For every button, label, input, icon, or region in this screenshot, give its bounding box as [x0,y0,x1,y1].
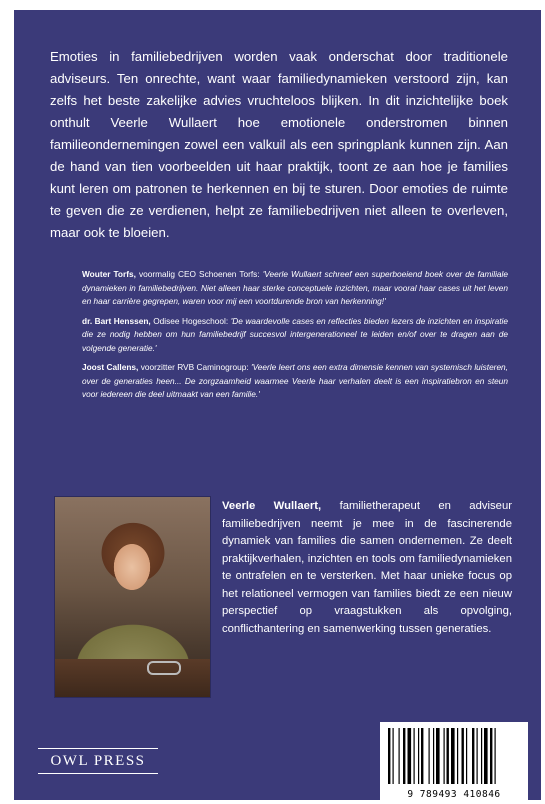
endorser-name: Joost Callens, [82,362,139,372]
endorser-name: Wouter Torfs, [82,269,136,279]
endorser-name: dr. Bart Henssen, [82,315,151,326]
author-photo [54,496,211,698]
endorsement-text: 'Veerle Wullaert schreef een superboeiend boek over de familiale dynamieken in familiebedrijven. Niet alleen haar sterke conceptuele inzichten, maar vooral haar cases uit het leven en haar carrière gegrepen, waren voor mij een voortdurende bron van herkenning!' [82,269,508,306]
back-cover [14,10,541,800]
desk [55,659,210,697]
author-bio-text: familietherapeut en adviseur familiebedrijven neemt je mee in de fascinerende dynamiek van families die samen ondernemen. Ze deelt praktijkverhalen, inzichten en tools om familiedynamieken te ontrafelen en te versterken. Met haar unieke focus op het relationeel vermogen van families biedt ze een nieuw perspectief op vraagstukken als opvolging, conflicthantering en samenwerking tussen generaties. [222,500,512,635]
endorsement-2 [82,315,508,356]
endorser-affiliation: voormalig CEO Schoenen Torfs: [135,269,263,279]
endorsement-1 [82,268,508,309]
endorsement-text: 'Veerle leert ons een extra dimensie kennen van systemisch luisteren, over de generaties heen... De zorgzaamheid waarmee Veerle haar verhalen deelt is een inspiratiebron en steun voor iedereen die deel uitmaakt van een familie.' [82,362,508,399]
barcode-bars [386,728,522,784]
glasses-icon [147,661,181,675]
endorser-affiliation: Odisee Hogeschool: [150,315,231,326]
endorser-affiliation: voorzitter RVB Caminogroup: [138,362,251,372]
blurb-text: Emoties in familiebedrijven worden vaak onderschat door traditionele adviseurs. Ten onrechte, want waar familiedynamieken verstoord zijn, kan zelfs het beste zakelijke advies vruchteloos blijken. In dit inzichtelijke boek onthult Veerle Wullaert hoe emotionele onderstromen binnen familieondernemingen zowel een valkuil als een springplank kunnen zijn. Aan de hand van tien voorbeelden uit haar praktijk, toont ze aan hoe je families kunt leren om patronen te herkennen en bij te sturen. Door emoties de ruimte te geven die ze verdienen, helpt ze familiebedrijven niet alleen te overleven, maar ook te bloeien. [50,49,508,240]
isbn-barcode [380,722,528,804]
author-name: Veerle Wullaert, [222,500,322,512]
isbn-digits: 9 789493 410846 [407,789,501,800]
author-bio [222,498,512,638]
endorsement-text: 'De waardevolle cases en reflecties bieden lezers de inzichten en inspiratie die ze nodig hebben om hun familiebedrijf succesvol intergenerationeel te leiden en/of over te dragen aan de volgende generatie.' [82,315,509,353]
endorsements [82,268,508,408]
endorsement-3 [82,361,508,402]
publisher-logo: OWL PRESS [38,748,158,774]
